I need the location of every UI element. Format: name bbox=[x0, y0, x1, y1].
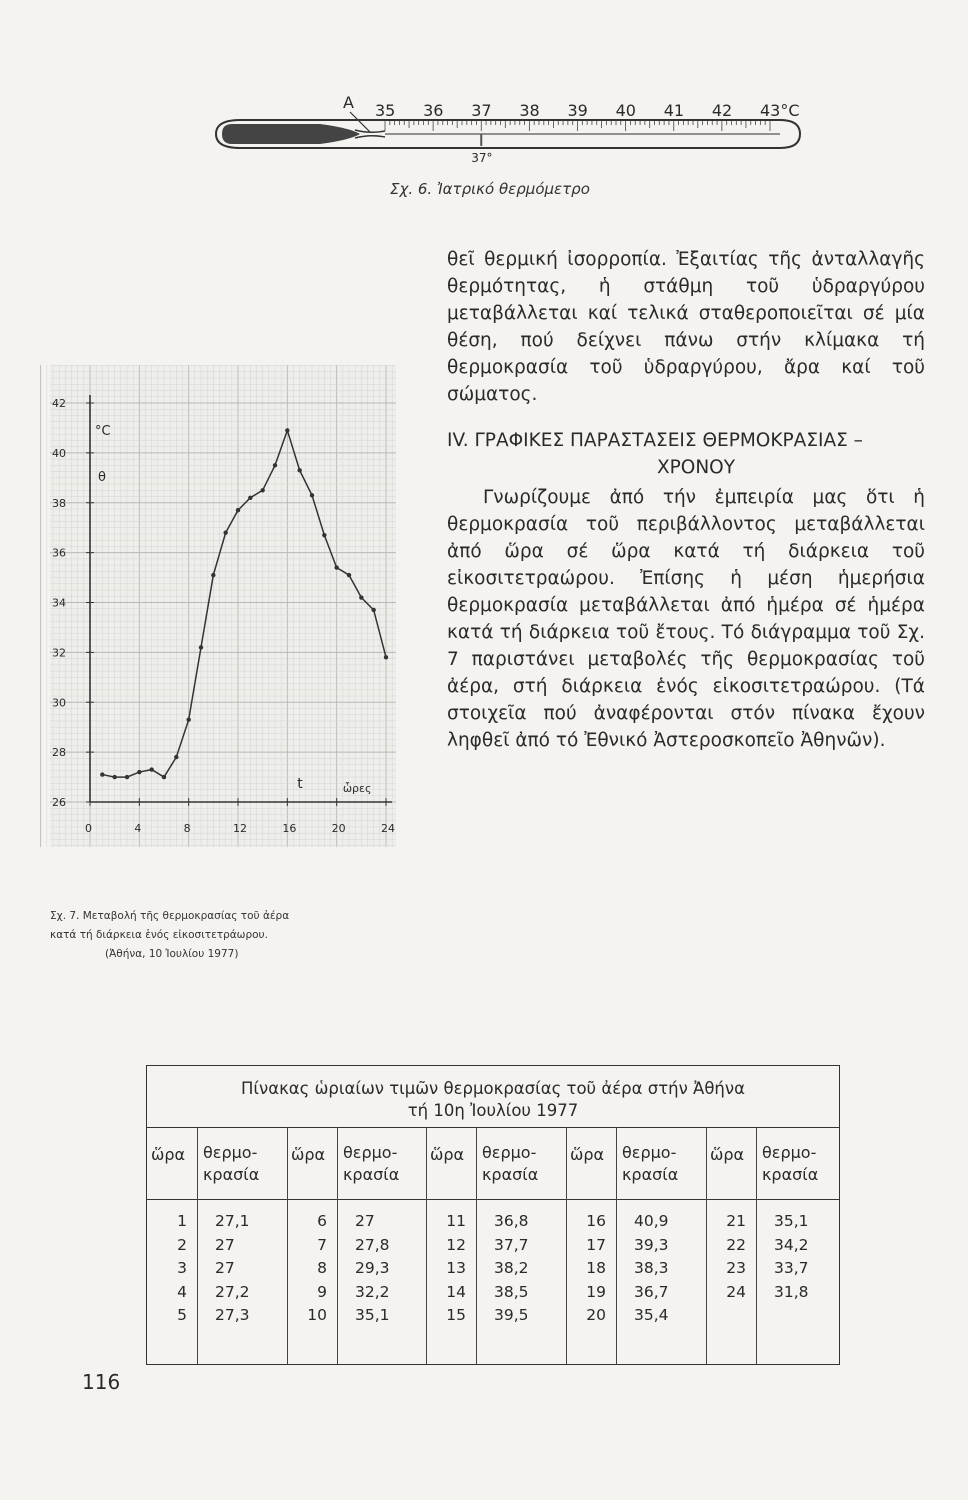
table-column-divider bbox=[706, 1127, 707, 1364]
x-tick-label: 0 bbox=[85, 822, 92, 835]
mercury-bulb bbox=[222, 124, 360, 144]
data-point bbox=[112, 775, 116, 779]
temperature-table bbox=[146, 1065, 840, 1365]
thermometer-scale-label: 38 bbox=[519, 101, 540, 120]
table-cell-hour: 13 bbox=[446, 1259, 466, 1277]
data-point bbox=[186, 718, 190, 722]
graph-caption bbox=[50, 907, 390, 964]
table-cell-temperature: 35,1 bbox=[355, 1306, 390, 1324]
table-column-divider bbox=[616, 1127, 617, 1364]
x-tick-label: 4 bbox=[134, 822, 142, 835]
data-point bbox=[100, 772, 104, 776]
table-header-temperature bbox=[482, 1142, 538, 1186]
y-tick-label: 26 bbox=[52, 796, 66, 809]
table-header-temperature-line1: θερμο- bbox=[762, 1143, 817, 1162]
table-header-temperature-line1: θερμο- bbox=[203, 1143, 258, 1162]
thermometer-scale-label: 37 bbox=[471, 101, 492, 120]
table-cell-hour: 19 bbox=[586, 1282, 606, 1301]
table-cell-hour: 16 bbox=[586, 1212, 606, 1230]
y-axis-unit: °C bbox=[95, 424, 111, 439]
table-cell-hour: 21 bbox=[726, 1212, 746, 1230]
thermometer-scale-label: 41 bbox=[663, 101, 685, 120]
thermometer-scale-label: 42 bbox=[711, 101, 733, 120]
y-tick-label: 28 bbox=[52, 746, 66, 760]
table-cell-temperature: 34,2 bbox=[774, 1235, 809, 1254]
data-point bbox=[310, 493, 314, 497]
data-point bbox=[347, 573, 351, 577]
data-point bbox=[297, 468, 301, 472]
table-header-temperature bbox=[343, 1142, 399, 1186]
thermometer-figure bbox=[210, 90, 810, 170]
table-cell-hour: 8 bbox=[317, 1259, 327, 1277]
table-column-divider bbox=[337, 1127, 338, 1364]
thermometer-scale-label: 43°C bbox=[760, 101, 800, 120]
data-point bbox=[236, 508, 240, 512]
y-tick-label: 38 bbox=[52, 496, 66, 510]
table-cell-temperature: 27 bbox=[215, 1259, 235, 1277]
table-header-temperature-line2: κρασία bbox=[762, 1165, 819, 1184]
table-cell-hour: 18 bbox=[586, 1259, 606, 1277]
table-header-temperature-line1: θερμο- bbox=[622, 1143, 677, 1162]
data-point bbox=[260, 488, 264, 492]
table-cell-hour: 5 bbox=[177, 1306, 187, 1324]
table-cell-temperature: 33,7 bbox=[774, 1259, 809, 1277]
table-cell-temperature: 27,1 bbox=[215, 1212, 250, 1230]
data-point bbox=[322, 533, 326, 537]
data-point bbox=[285, 428, 289, 432]
x-tick-label: 16 bbox=[282, 822, 297, 835]
data-point bbox=[199, 645, 203, 649]
table-cell-hour: 11 bbox=[446, 1212, 466, 1230]
temperature-graph bbox=[40, 365, 400, 850]
table-header-temperature-line2: κρασία bbox=[622, 1165, 679, 1184]
table-header-hour: ὥρα bbox=[570, 1145, 605, 1164]
table-column-divider bbox=[476, 1127, 477, 1364]
y-tick-label: 32 bbox=[52, 646, 66, 660]
table-cell-temperature: 27 bbox=[355, 1212, 375, 1230]
table-cell-temperature: 38,5 bbox=[494, 1282, 529, 1301]
table-cell-temperature: 40,9 bbox=[634, 1212, 669, 1230]
table-cell-hour: 1 bbox=[177, 1212, 187, 1230]
thermometer-scale-label: 35 bbox=[375, 101, 396, 120]
y-tick-label: 40 bbox=[52, 446, 66, 460]
table-header-temperature-line2: κρασία bbox=[482, 1165, 539, 1184]
table-column-divider bbox=[287, 1127, 288, 1364]
x-tick-label: 8 bbox=[183, 822, 191, 835]
table-cell-hour: 7 bbox=[317, 1235, 327, 1254]
table-rule bbox=[147, 1127, 839, 1128]
data-point bbox=[371, 608, 375, 612]
data-point bbox=[273, 463, 277, 467]
table-cell-temperature: 36,8 bbox=[494, 1212, 529, 1230]
data-point bbox=[162, 775, 166, 779]
graph-caption-line2: κατά τή διάρκεια ἑνός εἰκοσιτετράωρου. bbox=[50, 929, 268, 941]
table-column-divider bbox=[756, 1127, 757, 1364]
thermometer-scale-label: 40 bbox=[615, 101, 636, 120]
table-cell-temperature: 39,3 bbox=[634, 1235, 669, 1254]
x-axis-unit: ὧρες bbox=[342, 782, 372, 795]
table-title bbox=[147, 1078, 839, 1122]
table-cell-hour: 17 bbox=[586, 1235, 606, 1254]
data-point bbox=[334, 565, 338, 569]
table-cell-temperature: 29,3 bbox=[355, 1259, 390, 1277]
thermometer-scale-label: 36 bbox=[423, 101, 444, 120]
table-header-temperature-line1: θερμο- bbox=[343, 1143, 398, 1162]
graph-caption-line1: Σχ. 7. Μεταβολή τῆς θερμοκρασίας τοῦ ἀέρα bbox=[50, 910, 290, 922]
table-cell-hour: 15 bbox=[446, 1306, 466, 1324]
table-header-temperature-line2: κρασία bbox=[343, 1165, 400, 1184]
table-cell-hour: 12 bbox=[446, 1235, 466, 1254]
x-tick-label: 24 bbox=[381, 822, 395, 835]
data-point bbox=[174, 755, 178, 759]
table-cell-hour: 6 bbox=[317, 1212, 327, 1230]
table-cell-temperature: 27,8 bbox=[355, 1235, 390, 1254]
data-point bbox=[359, 595, 363, 599]
table-column-divider bbox=[197, 1127, 198, 1364]
thermometer-scale-label: 39 bbox=[567, 101, 588, 120]
page-number: 116 bbox=[82, 1370, 121, 1394]
section-heading-line2: ΧΡΟΝΟΥ bbox=[656, 457, 736, 478]
x-axis-label: t bbox=[297, 776, 303, 792]
table-cell-temperature: 36,7 bbox=[634, 1282, 669, 1301]
table-cell-temperature: 27 bbox=[215, 1235, 235, 1254]
table-cell-hour: 20 bbox=[586, 1306, 606, 1324]
graph-caption-line3: (Ἀθήνα, 10 Ἰουλίου 1977) bbox=[105, 948, 239, 960]
table-cell-temperature: 39,5 bbox=[494, 1306, 529, 1324]
table-header-hour: ὥρα bbox=[710, 1145, 745, 1164]
table-cell-hour: 3 bbox=[177, 1259, 187, 1277]
table-cell-temperature: 31,8 bbox=[774, 1282, 809, 1301]
table-cell-hour: 10 bbox=[307, 1306, 327, 1324]
table-cell-hour: 22 bbox=[726, 1235, 746, 1254]
table-header-temperature-line1: θερμο- bbox=[482, 1143, 537, 1162]
data-point bbox=[384, 655, 388, 659]
table-cell-temperature: 27,3 bbox=[215, 1306, 250, 1324]
table-cell-temperature: 38,3 bbox=[634, 1259, 669, 1277]
table-cell-hour: 9 bbox=[317, 1282, 327, 1301]
table-header-hour: ὥρα bbox=[291, 1145, 326, 1164]
table-cell-temperature: 37,7 bbox=[494, 1235, 529, 1254]
table-header-temperature-line2: κρασία bbox=[203, 1165, 260, 1184]
table-cell-hour: 14 bbox=[446, 1282, 466, 1301]
x-tick-label: 20 bbox=[331, 822, 346, 835]
table-title-line1: Πίνακας ὡριαίων τιμῶν θερμοκρασίας τοῦ ἀέρα στήν Ἀθήνα bbox=[241, 1079, 745, 1098]
data-point bbox=[149, 767, 153, 771]
data-point bbox=[125, 775, 129, 779]
table-column-divider bbox=[426, 1127, 427, 1364]
table-title-line2: τή 10η Ἰουλίου 1977 bbox=[407, 1101, 579, 1120]
table-rule bbox=[147, 1199, 839, 1200]
y-axis-label: θ bbox=[98, 470, 106, 485]
y-tick-label: 42 bbox=[52, 397, 66, 410]
paragraph-thermal-equilibrium: θεῖ θερμική ἰσορροπία. Ἐξαιτίας τῆς ἀνταλλαγῆς θερμότητας, ἡ στάθμη τοῦ ὑδραργύρου μεταβάλλεται καί τελικά σταθεροποιεῖται σέ μία θέση, πού δείχνει πάνω στήν κλίμακα τή θερμοκρασία τοῦ ὑδραργύρου, ἄρα καί τοῦ σώματος. bbox=[447, 249, 925, 405]
table-header-temperature bbox=[762, 1142, 818, 1186]
thermometer-caption: Σχ. 6. Ἰατρικό θερμόμετρο bbox=[390, 180, 590, 198]
data-point bbox=[248, 496, 252, 500]
table-header-temperature bbox=[203, 1142, 259, 1186]
table-cell-hour: 4 bbox=[177, 1282, 187, 1301]
table-cell-temperature: 35,4 bbox=[634, 1306, 669, 1324]
thermometer-pointer bbox=[350, 112, 370, 132]
section-heading bbox=[447, 427, 925, 481]
data-point bbox=[223, 530, 227, 534]
table-column-divider bbox=[566, 1127, 567, 1364]
data-point bbox=[211, 573, 215, 577]
y-tick-label: 36 bbox=[52, 546, 66, 560]
table-header-hour: ὥρα bbox=[430, 1145, 465, 1164]
table-cell-hour: 24 bbox=[726, 1282, 746, 1301]
paragraph-temperature-time: Γνωρίζουμε ἀπό τήν ἐμπειρία μας ὅτι ἡ θερμοκρασία τοῦ περιβάλλοντος μεταβάλλεται ἀπό ὥρα σέ ὥρα κατά τή διάρκεια τοῦ εἰκοσιτετραώρου. Ἐπίσης ἡ μέση ἡμερήσια θερμοκρασία μεταβάλλεται ἀπό ἡμέρα σέ ἡμέρα κατά τή διάρκεια τοῦ ἔτους. Τό διάγραμμα τοῦ Σχ. 7 παριστάνει μεταβολές τῆς θερμοκρασίας τοῦ ἀέρα, στή διάρκεια ἑνός εἰκοσιτετραώρου. (Τά στοιχεῖα πού ἀναφέρονται στόν πίνακα ἔχουν ληφθεῖ ἀπό τό Ἐθνικό Ἀστεροσκοπεῖο Ἀθηνῶν). bbox=[447, 487, 925, 751]
table-header-temperature bbox=[622, 1142, 678, 1186]
data-point bbox=[137, 770, 141, 774]
table-cell-temperature: 27,2 bbox=[215, 1282, 250, 1301]
thermometer-mark-label: 37° bbox=[471, 151, 493, 165]
table-cell-hour: 2 bbox=[177, 1235, 187, 1254]
table-cell-temperature: 38,2 bbox=[494, 1259, 529, 1277]
thermometer-point-label: A bbox=[343, 93, 354, 112]
table-cell-temperature: 35,1 bbox=[774, 1212, 809, 1230]
y-tick-label: 30 bbox=[52, 696, 66, 710]
section-heading-line1: IV. ΓΡΑΦΙΚΕΣ ΠΑΡΑΣΤΑΣΕΙΣ ΘΕΡΜΟΚΡΑΣΙΑΣ – bbox=[447, 430, 863, 451]
table-cell-temperature: 32,2 bbox=[355, 1282, 390, 1301]
x-tick-label: 12 bbox=[233, 822, 247, 835]
y-tick-label: 34 bbox=[52, 596, 66, 610]
table-cell-hour: 23 bbox=[726, 1259, 746, 1277]
table-header-hour: ὥρα bbox=[151, 1145, 186, 1164]
